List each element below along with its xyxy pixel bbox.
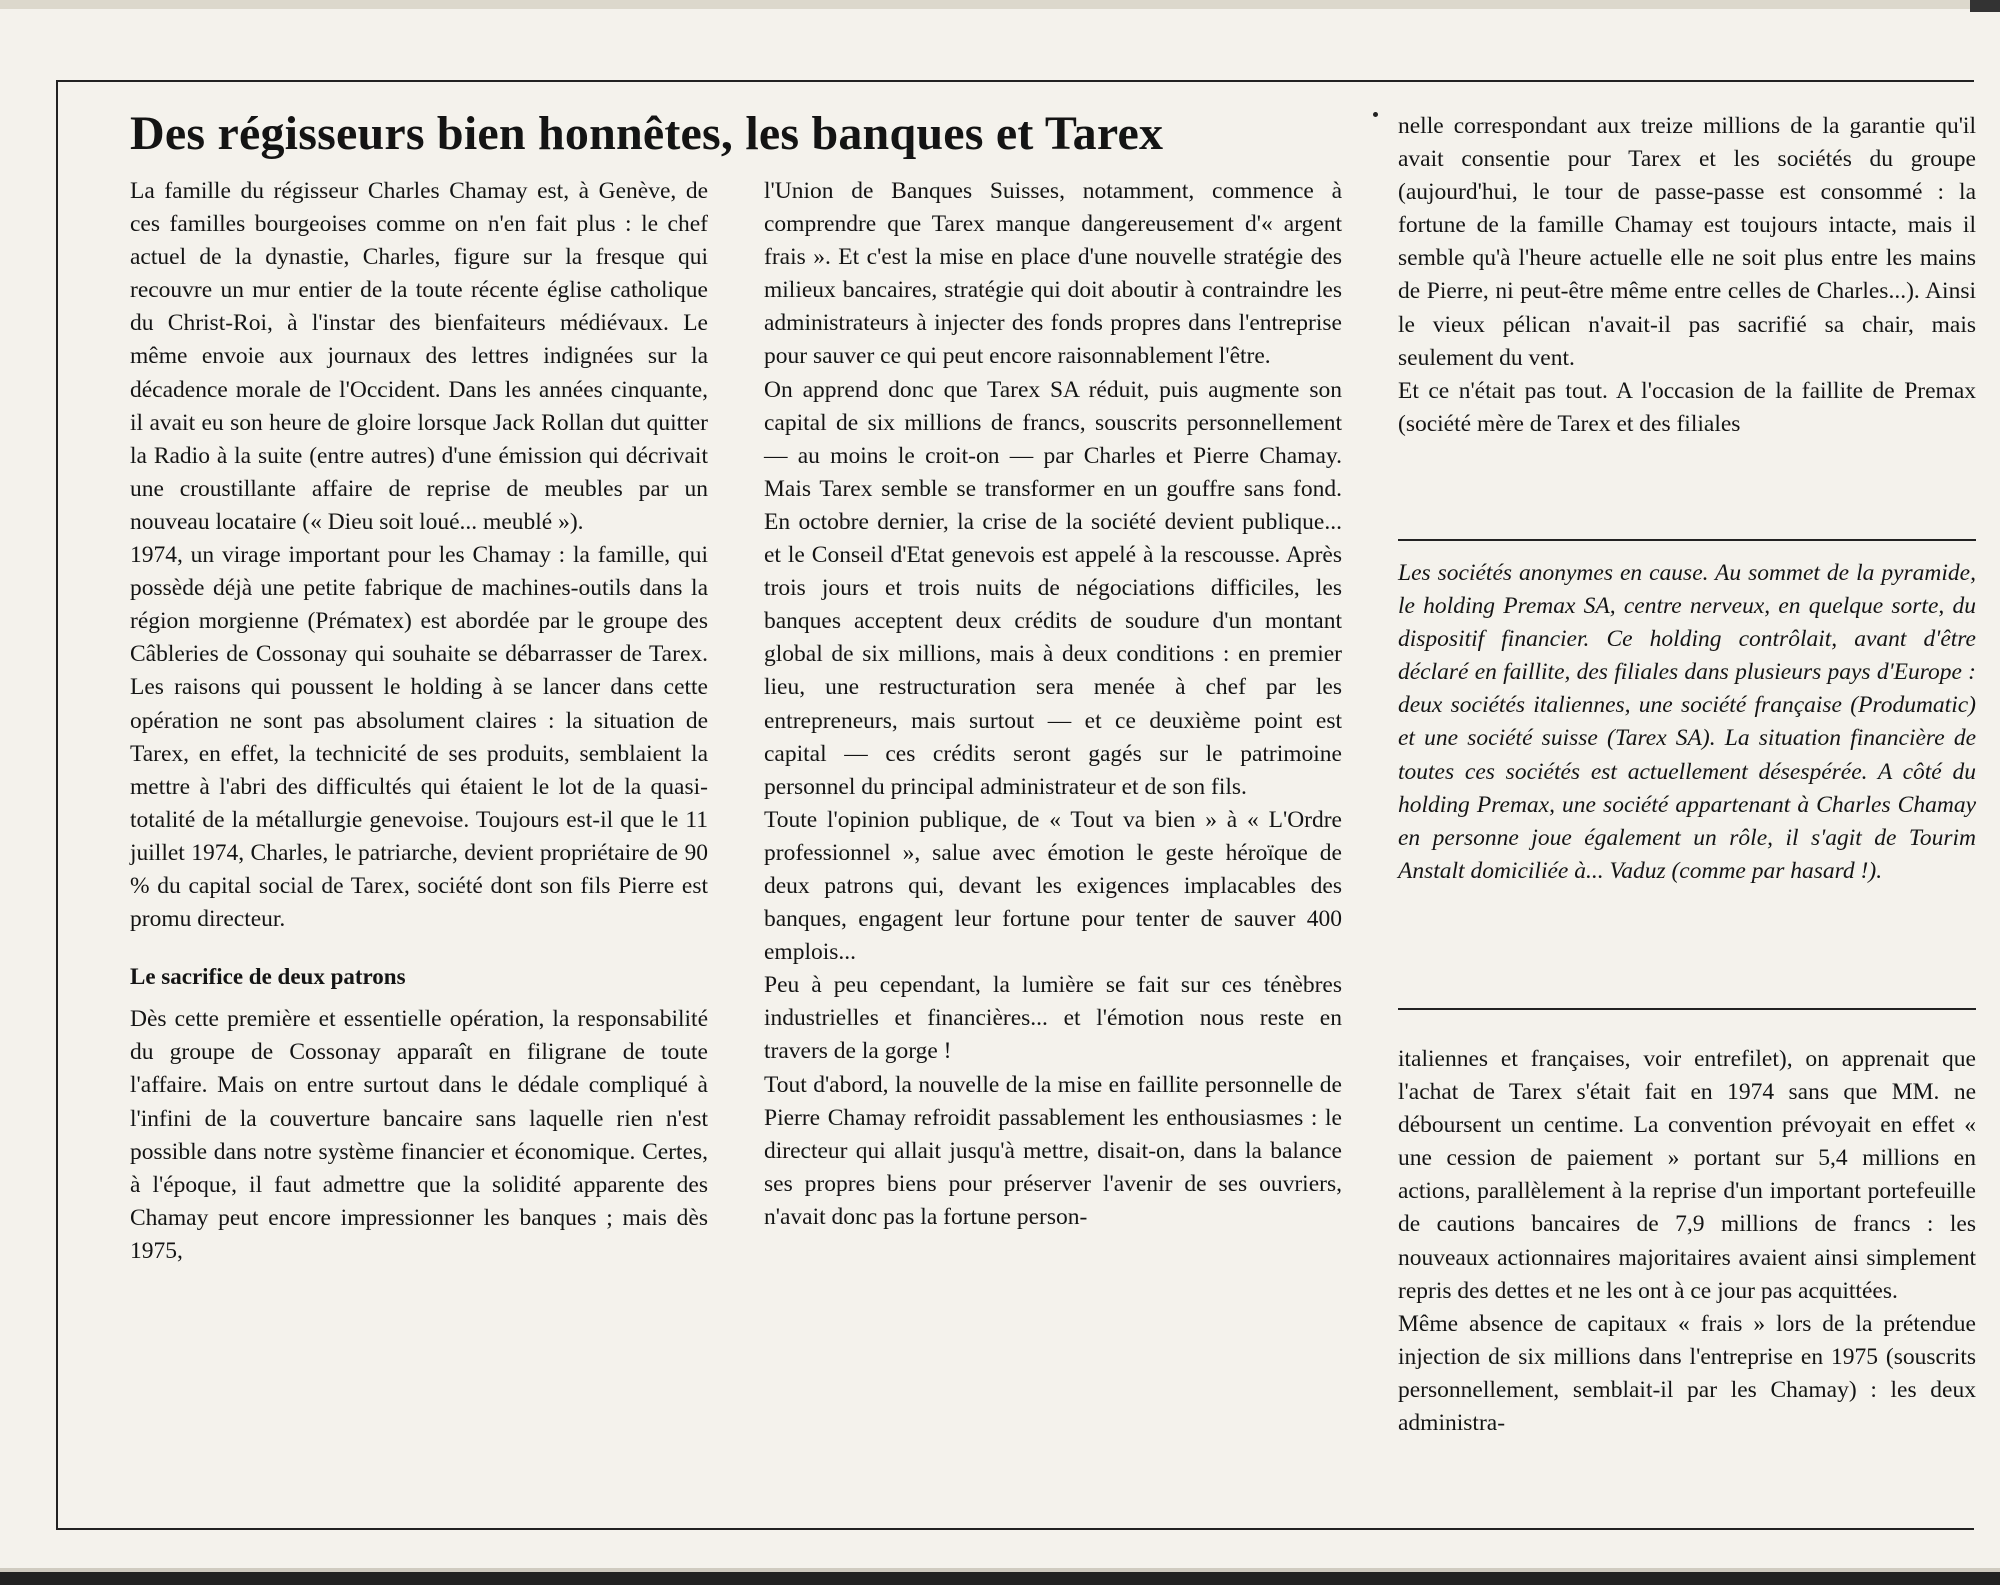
paragraph: italiennes et françaises, voir entrefilet), on apprenait que l'achat de Tarex s'était fait en 1974 sans que MM. ne déboursent un centime. La convention prévoyait en effet « une cession de paiement » portant sur 5,4 millions en actions, parallèlement à la reprise d'un important portefeuille de cautions bancaires de 7,9 millions de francs : les nouveaux actionnaires majoritaires avaient ainsi simplement repris des dettes et ne les ont à ce jour pas acquittées.	[1398, 1046, 1976, 1304]
paragraph: Tout d'abord, la nouvelle de la mise en faillite personnelle de Pierre Chamay refroidit passablement les enthousiasmes : le directeur qui allait jusqu'à mettre, disait-on, dans la balance ses propres biens pour préserver l'avenir de ses ouvriers, n'avait donc pas la fortune person-	[764, 1071, 1342, 1230]
sidebar-top-rule	[1398, 539, 1976, 541]
scan-bottom-edge	[0, 1568, 2000, 1585]
article-title: Des régisseurs bien honnêtes, les banques et Tarex	[130, 107, 1164, 160]
paragraph: La famille du régisseur Charles Chamay est, à Genève, de ces familles bourgeoises comme on n'en fait plus : le chef actuel de la dynastie, Charles, figure sur la fresque qui recouvre un mur entier de la toute récente église catholique du Christ-Roi, à l'instar des bienfaiteurs médiévaux. Le même envoie aux journaux des lettres indignées sur la décadence morale de l'Occident. Dans les années cinquante, il avait eu son heure de gloire lorsque Jack Rollan dut quitter la Radio à la suite (entre autres) d'une émission qui décrivait une croustillante affaire de reprise de meubles par un nouveau locataire (« Dieu soit loué... meublé »).	[130, 178, 708, 535]
frame-bottom-rule	[56, 1528, 1974, 1530]
paragraph: Toute l'opinion publique, de « Tout va bien » à « L'Ordre professionnel », salue avec émotion le geste héroïque de deux patrons qui, devant les exigences implacables des banques, engagent leur fortune pour tenter de sauver 400 emplois...	[764, 806, 1342, 966]
sidebar-box	[1398, 557, 1976, 888]
frame-top-rule	[56, 80, 1974, 82]
scan-top-edge	[0, 0, 2000, 9]
sidebar-text: Les sociétés anonymes en cause. Au sommet de la pyramide, le holding Premax SA, centre nerveux, en quelque sorte, du dispositif financier. Ce holding contrôlait, avant d'être déclaré en faillite, des filiales dans plusieurs pays d'Europe : deux sociétés italiennes, une société française (Produmatic) et une société suisse (Tarex SA). La situation financière de toutes ces sociétés est actuellement désespérée. A côté du holding Premax, une société appartenant à Charles Chamay en personne joue également un rôle, il s'agit de Tourim Anstalt domiciliée à... Vaduz (comme par hasard !).	[1398, 560, 1976, 884]
frame-left-rule	[56, 80, 58, 1530]
paragraph: On apprend donc que Tarex SA réduit, puis augmente son capital de six millions de francs, souscrits personnellement — au moins le croit-on — par Charles et Pierre Chamay. Mais Tarex semble se transformer en un gouffre sans fond. En octobre dernier, la crise de la société devient publique... et le Conseil d'Etat genevois est appelé à la rescousse. Après trois jours et trois nuits de négociations difficiles, les banques acceptent deux crédits de soudure d'un montant global de six millions, mais à deux conditions : en premier lieu, une restructuration sera menée à chef par les entrepreneurs, mais surtout — et ce deuxième point est capital — ces crédits seront gagés sur le patrimoine personnel du principal administrateur et de son fils.	[764, 376, 1342, 800]
column-1	[130, 175, 708, 1268]
ink-speck	[1373, 112, 1378, 117]
paragraph: Dès cette première et essentielle opération, la responsabilité du groupe de Cossonay apparaît en filigrane de toute l'affaire. Mais on entre surtout dans le dédale compliqué à l'infini de la couverture bancaire sans laquelle rien n'est possible dans notre système financier et économique. Certes, à l'époque, il faut admettre que la solidité apparente des Chamay peut encore impressionner les banques ; mais dès 1975,	[130, 1006, 708, 1264]
paragraph: 1974, un virage important pour les Chamay : la famille, qui possède déjà une petite fabrique de machines-outils dans la région morgienne (Prématex) est abordée par le groupe des Câbleries de Cossonay qui souhaite se débarrasser de Tarex. Les raisons qui poussent le holding à se lancer dans cette opération ne sont pas absolument claires : la situation de Tarex, en effet, la technicité de ses produits, semblaient la mettre à l'abri des difficultés qui étaient le lot de la quasi-totalité de la métallurgie genevoise. Toujours est-il que le 11 juillet 1974, Charles, le patriarche, devient propriétaire de 90 % du capital social de Tarex, société dont son fils Pierre est promu directeur.	[130, 542, 708, 933]
column-2	[764, 175, 1342, 1234]
column-3-bottom	[1398, 1043, 1976, 1440]
paragraph: Même absence de capitaux « frais » lors de la prétendue injection de six millions dans l'entreprise en 1975 (souscrits personnellement, semblait-il par les Chamay) : les deux administra-	[1398, 1310, 1976, 1437]
column-3-top	[1398, 110, 1976, 441]
paragraph: Et ce n'était pas tout. A l'occasion de la faillite de Premax (société mère de Tarex et des filiales	[1398, 377, 1976, 437]
subheading: Le sacrifice de deux patrons	[130, 964, 406, 990]
paragraph: nelle correspondant aux treize millions de la garantie qu'il avait consentie pour Tarex et les sociétés du groupe (aujourd'hui, le tour de passe-passe est consommé : la fortune de la famille Chamay est toujours intacte, mais il semble qu'à l'heure actuelle elle ne soit plus entre les mains de Pierre, ni peut-être même entre celles de Charles...). Ainsi le vieux pélican n'avait-il pas sacrifié sa chair, mais seulement du vent.	[1398, 113, 1976, 371]
paragraph: Peu à peu cependant, la lumière se fait sur ces ténèbres industrielles et financières... et l'émotion nous reste en travers de la gorge !	[764, 972, 1342, 1065]
sidebar-bottom-rule	[1398, 1008, 1976, 1010]
paragraph: l'Union de Banques Suisses, notamment, commence à comprendre que Tarex manque dangereusement d'« argent frais ». Et c'est la mise en place d'une nouvelle stratégie des milieux bancaires, stratégie qui doit aboutir à contraindre les administrateurs à injecter des fonds propres dans l'entreprise pour sauver ce qui peut encore raisonnablement l'être.	[764, 178, 1342, 370]
